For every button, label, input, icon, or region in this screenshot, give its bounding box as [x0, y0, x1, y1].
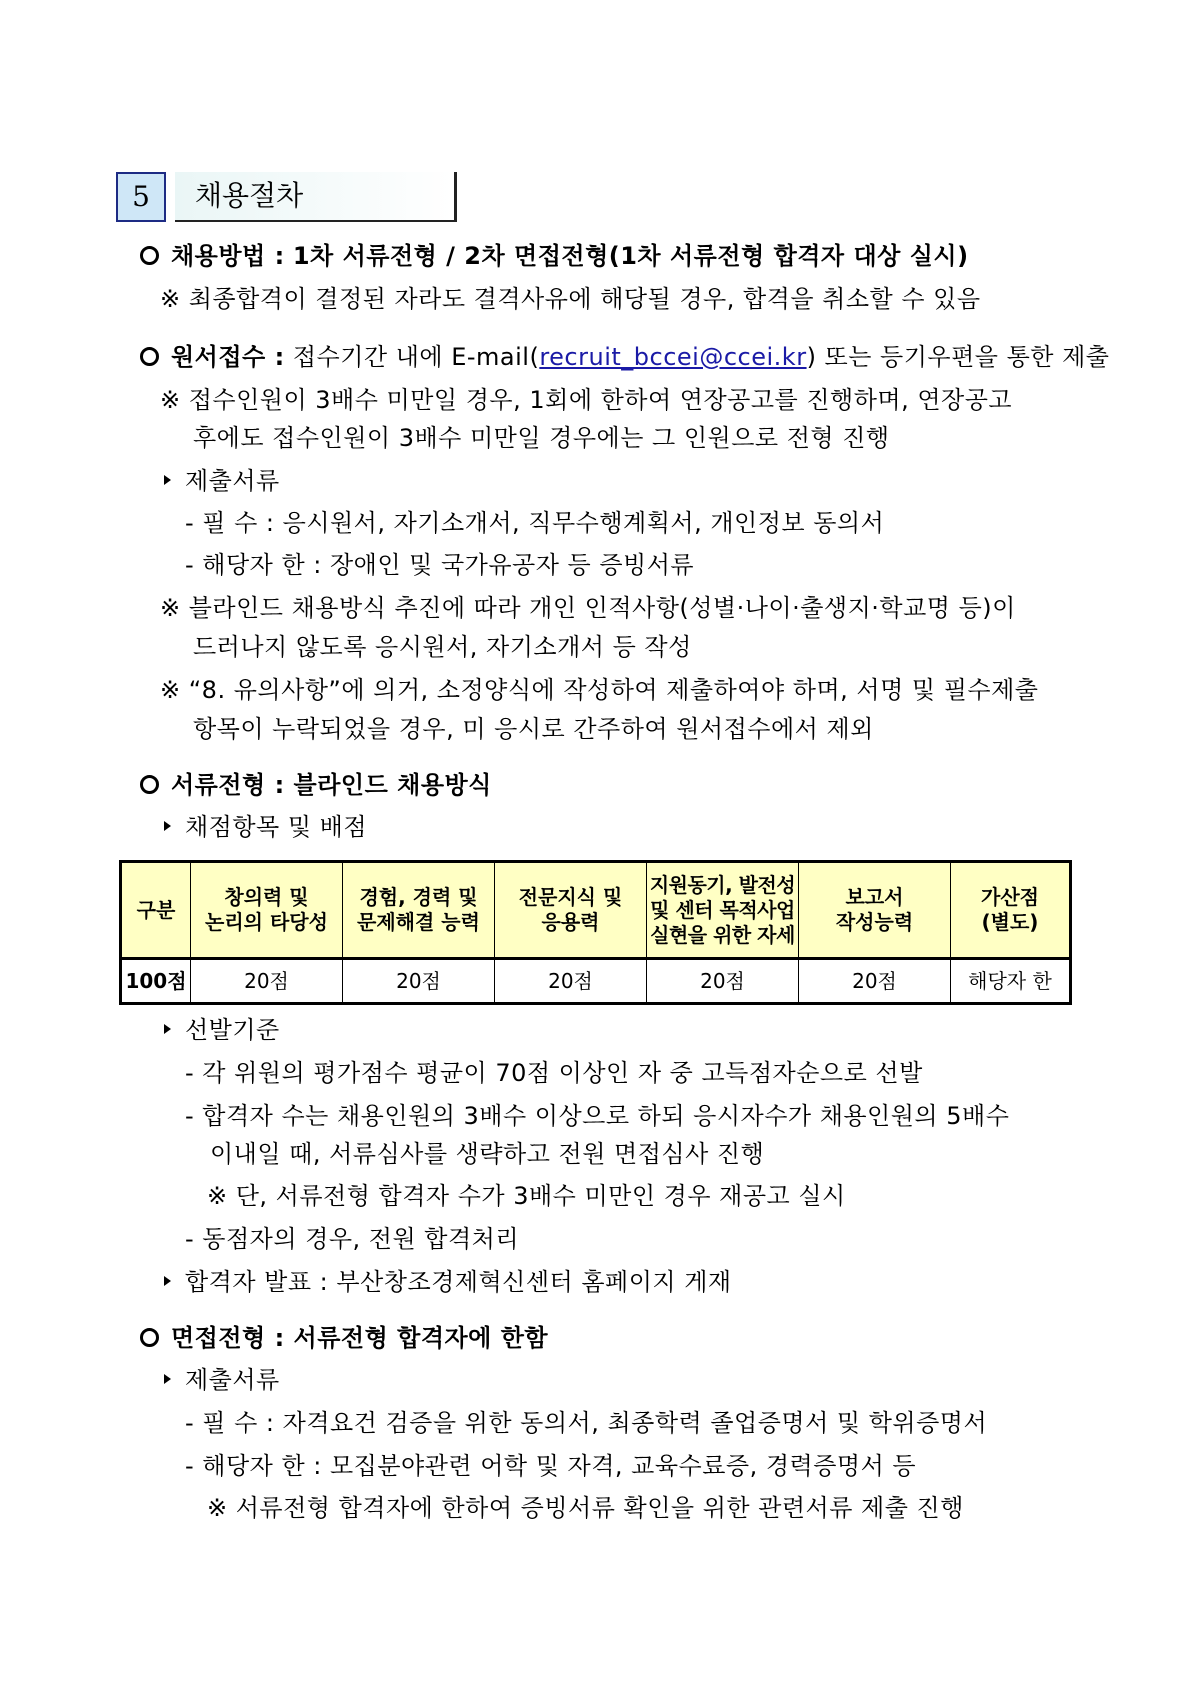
table-cell: 20점 — [647, 959, 799, 1004]
table-cell: 20점 — [191, 959, 343, 1004]
interview-item — [140, 1323, 548, 1353]
scoring-heading: 채점항목 및 배점 — [164, 812, 367, 842]
interview-docs-heading: 제출서류 — [164, 1365, 280, 1395]
interview-note: ※ 서류전형 합격자에 한하여 증빙서류 확인을 위한 관련서류 제출 진행 — [207, 1494, 964, 1522]
application-text-before: 접수기간 내에 E-mail( — [292, 343, 540, 371]
interview-heading: 면접전형 : 서류전형 합격자에 한함 — [171, 1324, 549, 1352]
scoring-table — [119, 860, 1072, 1005]
method-item — [140, 241, 969, 271]
table-header-cell: 구분 — [121, 862, 191, 959]
table-header-cell: 보고서 작성능력 — [799, 862, 951, 959]
application-note3-line1: ※ “8. 유의사항”에 의거, 소정양식에 작성하여 제출하여야 하며, 서명 및 필수제출 — [160, 676, 1039, 704]
application-item — [140, 342, 1109, 372]
criteria-2-note: ※ 단, 서류전형 합격자 수가 3배수 미만인 경우 재공고 실시 — [207, 1182, 846, 1210]
screening-item — [140, 770, 492, 800]
method-text: 1차 서류전형 / 2차 면접전형(1차 서류전형 합격자 대상 실시) — [292, 242, 969, 270]
circle-bullet-icon — [140, 1328, 159, 1347]
section-number: 5 — [116, 172, 166, 222]
table-cell: 20점 — [799, 959, 951, 1004]
triangle-bullet-icon — [164, 821, 171, 831]
email-link[interactable]: recruit_bccei@ccei.kr — [539, 343, 807, 371]
table-header-row — [121, 862, 1071, 959]
criteria-heading: 선발기준 — [164, 1015, 280, 1045]
table-header-cell: 전문지식 및 응용력 — [495, 862, 647, 959]
application-text-after: ) 또는 등기우편을 통한 제출 — [806, 343, 1110, 371]
table-cell: 해당자 한 — [951, 959, 1071, 1004]
method-note: ※ 최종합격이 결정된 자라도 결격사유에 해당될 경우, 합격을 취소할 수 있음 — [160, 285, 981, 313]
circle-bullet-icon — [140, 775, 159, 794]
interview-docs-applicable: - 해당자 한 : 모집분야관련 어학 및 자격, 교육수료증, 경력증명서 등 — [185, 1452, 917, 1480]
table-header-cell: 가산점 (별도) — [951, 862, 1071, 959]
application-note1-line2: 후에도 접수인원이 3배수 미만일 경우에는 그 인원으로 전형 진행 — [193, 424, 890, 452]
application-note3-line2: 항목이 누락되었을 경우, 미 응시로 간주하여 원서접수에서 제외 — [193, 715, 874, 743]
application-label: 원서접수 : — [171, 343, 285, 371]
interview-docs-required: - 필 수 : 자격요건 검증을 위한 동의서, 최종학력 졸업증명서 및 학위증명서 — [185, 1409, 988, 1437]
criteria-2-line2: 이내일 때, 서류심사를 생략하고 전원 면접심사 진행 — [210, 1140, 765, 1168]
triangle-bullet-icon — [164, 1024, 171, 1034]
circle-bullet-icon — [140, 246, 159, 265]
table-header-cell: 지원동기, 발전성 및 센터 목적사업 실현을 위한 자세 — [647, 862, 799, 959]
application-note2-line1: ※ 블라인드 채용방식 추진에 따라 개인 인적사항(성별·나이·출생지·학교명 등)이 — [160, 594, 1016, 622]
section-title: 채용절차 — [175, 172, 457, 222]
table-row — [121, 959, 1071, 1004]
docs-applicable: - 해당자 한 : 장애인 및 국가유공자 등 증빙서류 — [185, 551, 695, 579]
application-note1-line1: ※ 접수인원이 3배수 미만일 경우, 1회에 한하여 연장공고를 진행하며, 연장공고 — [160, 386, 1013, 414]
circle-bullet-icon — [140, 347, 159, 366]
method-label: 채용방법 : — [171, 242, 285, 270]
criteria-2-line1: - 합격자 수는 채용인원의 3배수 이상으로 하되 응시자수가 채용인원의 5배수 — [185, 1102, 1010, 1130]
announce: 합격자 발표 : 부산창조경제혁신센터 홈페이지 게재 — [164, 1267, 732, 1297]
table-header-cell: 창의력 및 논리의 타당성 — [191, 862, 343, 959]
table-cell: 100점 — [121, 959, 191, 1004]
triangle-bullet-icon — [164, 475, 171, 485]
screening-heading: 서류전형 : 블라인드 채용방식 — [171, 771, 492, 799]
table-cell: 20점 — [495, 959, 647, 1004]
application-note2-line2: 드러나지 않도록 응시원서, 자기소개서 등 작성 — [193, 633, 692, 661]
table-cell: 20점 — [343, 959, 495, 1004]
docs-required: - 필 수 : 응시원서, 자기소개서, 직무수행계획서, 개인정보 동의서 — [185, 509, 885, 537]
criteria-3: - 동점자의 경우, 전원 합격처리 — [185, 1225, 520, 1253]
triangle-bullet-icon — [164, 1276, 171, 1286]
triangle-bullet-icon — [164, 1374, 171, 1384]
table-header-cell: 경험, 경력 및 문제해결 능력 — [343, 862, 495, 959]
docs-heading: 제출서류 — [164, 466, 280, 496]
criteria-1: - 각 위원의 평가점수 평균이 70점 이상인 자 중 고득점자순으로 선발 — [185, 1059, 923, 1087]
